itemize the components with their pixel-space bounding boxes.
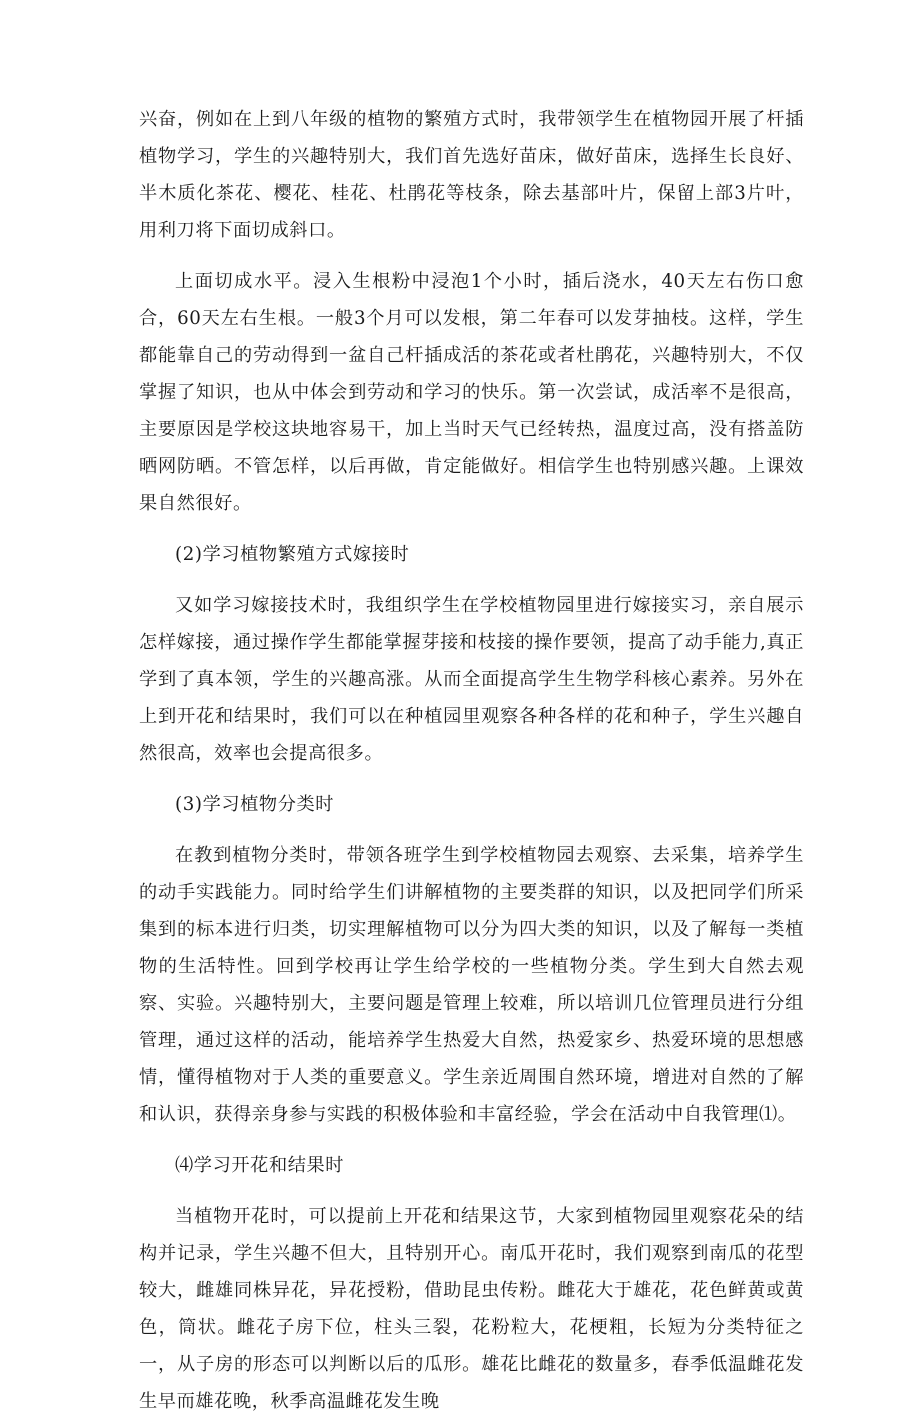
document-page — [139, 101, 804, 1420]
paragraph-continuation: 兴奋，例如在上到八年级的植物的繁殖方式时，我带领学生在植物园开展了杆插植物学习，学生的兴趣特别大，我们首先选好苗床，做好苗床，选择生长良好、半木质化茶花、樱花、桂花、杜鹃花等枝条，除去基部叶片，保留上部3片叶，用利刀将下面切成斜口。 — [139, 109, 804, 241]
paragraph-cutting-process: 上面切成水平。浸入生根粉中浸泡1个小时，插后浇水，40天左右伤口愈合，60天左右生根。一般3个月可以发根，第二年春可以发芽抽枝。这样，学生都能靠自己的劳动得到一盆自己杆插成活的茶花或者杜鹃花，兴趣特别大，不仅掌握了知识，也从中体会到劳动和学习的快乐。第一次尝试，成活率不是很高，主要原因是学校这块地容易干，加上当时天气已经转热，温度过高，没有搭盖防晒网防晒。不管怎样，以后再做，肯定能做好。相信学生也特别感兴趣。上课效果自然很好。 — [139, 271, 804, 514]
section-heading-grafting: (2)学习植物繁殖方式嫁接时 — [175, 544, 410, 565]
paragraph-grafting: 又如学习嫁接技术时，我组织学生在学校植物园里进行嫁接实习，亲自展示怎样嫁接，通过操作学生都能掌握芽接和枝接的操作要领，提高了动手能力,真正学到了真本领，学生的兴趣高涨。从而全面提高学生生物学科核心素养。另外在上到开花和结果时，我们可以在种植园里观察各种各样的花和种子，学生兴趣自然很高，效率也会提高很多。 — [139, 595, 804, 764]
paragraph-flowering: 当植物开花时，可以提前上开花和结果这节，大家到植物园里观察花朵的结构并记录，学生兴趣不但大，且特别开心。南瓜开花时，我们观察到南瓜的花型较大，雌雄同株异花，异花授粉，借助昆虫传粉。雌花大于雄花，花色鲜黄或黄色，筒状。雌花子房下位，柱头三裂，花粉粒大，花梗粗，长短为分类特征之一，从子房的形态可以判断以后的瓜形。雄花比雌花的数量多，春季低温雌花发生早而雄花晚，秋季高温雌花发生晚 — [139, 1206, 804, 1412]
section-heading-flowering: ⑷学习开花和结果时 — [175, 1155, 345, 1176]
paragraph-classification: 在教到植物分类时，带领各班学生到学校植物园去观察、去采集，培养学生的动手实践能力。同时给学生们讲解植物的主要类群的知识，以及把同学们所采集到的标本进行归类，切实理解植物可以分为四大类的知识，以及了解每一类植物的生活特性。回到学校再让学生给学校的一些植物分类。学生到大自然去观察、实验。兴趣特别大，主要问题是管理上较难，所以培训几位管理员进行分组管理，通过这样的活动，能培养学生热爱大自然，热爱家乡、热爱环境的思想感情，懂得植物对于人类的重要意义。学生亲近周围自然环境，增进对自然的了解和认识，获得亲身参与实践的积极体验和丰富经验，学会在活动中自我管理⑴。 — [139, 845, 804, 1125]
section-heading-classification: (3)学习植物分类时 — [175, 794, 335, 815]
